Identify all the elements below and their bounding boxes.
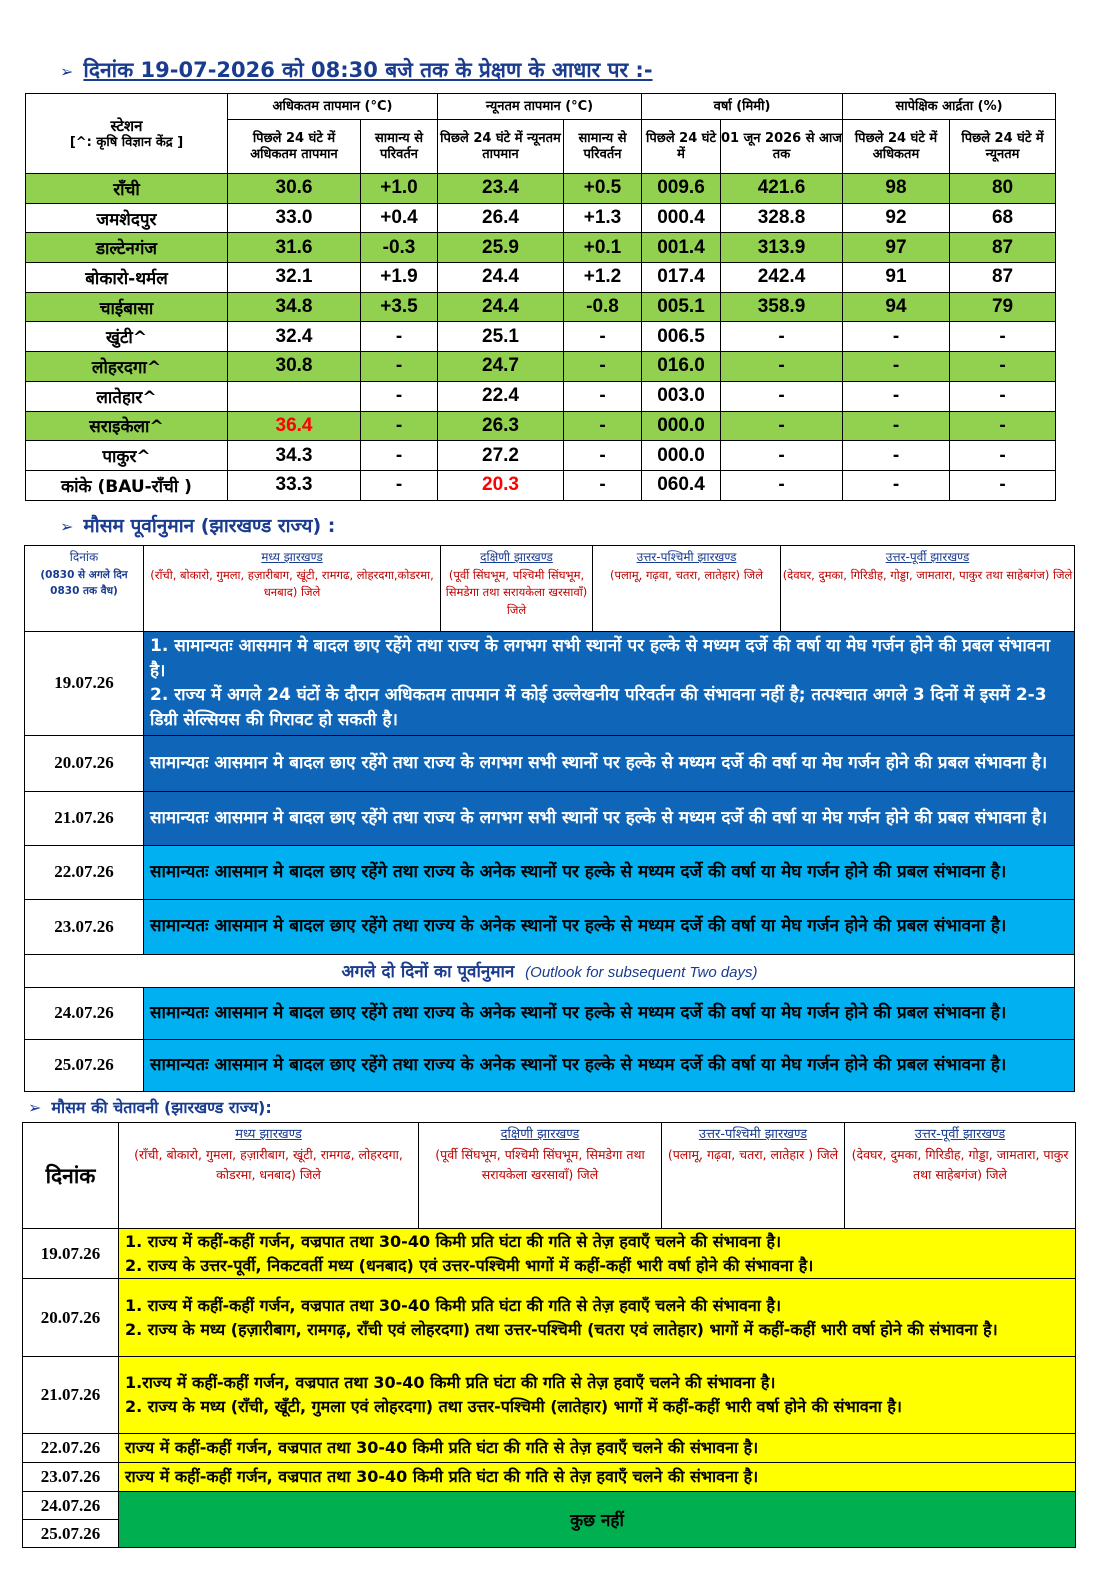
warning-date: 24.07.26 [23, 1492, 119, 1520]
rh-max-header: पिछले 24 घंटे में अधिकतम [843, 120, 950, 174]
region-districts: (देवघर, दुमका, गिरिडीह, गोड्डा, जामतारा, पाकुर तथा साहेबगंज) जिले [851, 1147, 1069, 1182]
warning-row [23, 1463, 1076, 1492]
station-name: राँची [26, 174, 228, 204]
region-districts: (राँची, बोकारो, गुमला, हज़ारीबाग, खूंटी, रामगढ, लोहरदगा, कोडरमा, धनबाद) जिले [134, 1147, 403, 1182]
region-districts: (देवघर, दुमका, गिरिडीह, गोड्डा, जामतारा, पाकुर तथा साहेबगंज) जिले [782, 567, 1073, 582]
outlook-text: सामान्यतः आसमान मे बादल छाए रहेंगे तथा राज्य के अनेक स्थानों पर हल्के से मध्यम दर्जे की वर्षा या मेघ गर्जन होने की प्रबल संभावना है। [144, 987, 1075, 1039]
warning-line: 2. राज्य के मध्य (हज़ारीबाग, रामगढ़, राँची एवं लोहरदगा) तथा उत्तर-पश्चिमी (चतरा एवं लातेहार) भागों में कहीं-कहीं भारी वर्षा होने की संभावना है। [125, 1319, 998, 1339]
max-departure-value: - [361, 441, 438, 471]
rain-season-header: 01 जून 2026 से आज तक [721, 120, 843, 174]
region-name: दक्षिणी झारखण्ड [500, 1127, 580, 1142]
warning-region-south [419, 1123, 662, 1229]
forecast-date: 23.07.26 [25, 899, 144, 954]
rh-max-value: - [843, 352, 950, 382]
region-districts: (राँची, बोकारो, गुमला, हज़ारीबाग, खूंटी, रामगढ, लोहरदगा,कोडरमा, धनबाद) जिले [150, 567, 434, 600]
rh-min-value: 80 [950, 174, 1056, 204]
region-name: उत्तर-पश्चिमी झारखण्ड [636, 550, 737, 564]
forecast-date-header [25, 546, 144, 632]
forecast-date: 21.07.26 [25, 791, 144, 845]
rh-min-value: - [950, 411, 1056, 441]
warning-date: 19.07.26 [23, 1229, 119, 1279]
max-departure-value: - [361, 470, 438, 500]
station-name: लोहरदगा^ [26, 352, 228, 382]
table-row [26, 292, 1056, 322]
station-name: पाकुर^ [26, 441, 228, 471]
rh-max-value: 98 [843, 174, 950, 204]
rain-season-value: - [721, 381, 843, 411]
region-name: मध्य झारखण्ड [261, 550, 323, 564]
arrow-right-icon: ➢ [28, 1098, 42, 1117]
max-departure-header: सामान्य से परिवर्तन [361, 120, 438, 174]
outlook-date: 25.07.26 [25, 1039, 144, 1091]
table-row [26, 441, 1056, 471]
forecast-text: सामान्यतः आसमान मे बादल छाए रहेंगे तथा राज्य के अनेक स्थानों पर हल्के से मध्यम दर्जे की वर्षा या मेघ गर्जन होने की प्रबल संभावना है। [144, 899, 1075, 954]
rain-24h-value: 000.0 [642, 441, 721, 471]
warning-date: 23.07.26 [23, 1463, 119, 1492]
outlook-title-english: (Outlook for subsequent Two days) [525, 964, 758, 982]
region-header-northwest [593, 546, 781, 632]
max-departure-value: - [361, 322, 438, 352]
table-row [26, 352, 1056, 382]
forecast-heading [60, 512, 335, 538]
outlook-title-row [25, 954, 1075, 987]
min-24h-header: पिछले 24 घंटे में न्यूनतम तापमान [438, 120, 564, 174]
min-temp-value: 25.1 [438, 322, 564, 352]
warning-text [119, 1357, 1076, 1434]
min-departure-header: सामान्य से परिवर्तन [564, 120, 642, 174]
arrow-right-icon: ➢ [60, 517, 74, 536]
min-departure-value: - [564, 470, 642, 500]
rh-min-value: - [950, 352, 1056, 382]
observation-heading-text: दिनांक 19-07-2026 को 08:30 बजे तक के प्रेक्षण के आधार पर :- [83, 58, 653, 82]
min-departure-value: - [564, 441, 642, 471]
max-temp-value: 32.4 [228, 322, 361, 352]
min-temp-value: 24.4 [438, 292, 564, 322]
forecast-date: 19.07.26 [25, 632, 144, 736]
rain-24h-header: पिछले 24 घंटे में [642, 120, 721, 174]
rh-min-value: 79 [950, 292, 1056, 322]
rain-24h-value: 000.4 [642, 203, 721, 233]
outlook-row [25, 987, 1075, 1039]
min-departure-value: - [564, 381, 642, 411]
date-validity-note: (0830 से अगले दिन 0830 तक वैध) [40, 568, 128, 597]
max-departure-value: - [361, 381, 438, 411]
station-header: स्टेशन [110, 116, 143, 135]
forecast-row [25, 899, 1075, 954]
rh-min-value: - [950, 322, 1056, 352]
station-name: सराइकेला^ [26, 411, 228, 441]
rh-max-value: - [843, 381, 950, 411]
min-departure-value: +0.5 [564, 174, 642, 204]
max-temp-value: 33.0 [228, 203, 361, 233]
station-note: [^: कृषि विज्ञान केंद्र ] [69, 134, 184, 150]
max-departure-value: -0.3 [361, 233, 438, 263]
warning-line: 1. राज्य में कहीं-कहीं गर्जन, वज्रपात तथा 30-40 किमी प्रति घंटा की गति से तेज़ हवाएँ चलने की संभावना है। [125, 1295, 782, 1315]
station-header-cell [26, 94, 228, 174]
region-header-central [144, 546, 441, 632]
warning-row [23, 1492, 1076, 1520]
warning-heading [28, 1096, 272, 1118]
rain-season-value: - [721, 322, 843, 352]
max-departure-value: - [361, 352, 438, 382]
table-row [26, 174, 1056, 204]
region-header-south [441, 546, 593, 632]
station-name: लातेहार^ [26, 381, 228, 411]
rh-min-value: 87 [950, 233, 1056, 263]
max-departure-value: - [361, 411, 438, 441]
arrow-right-icon: ➢ [60, 62, 74, 81]
min-departure-value: -0.8 [564, 292, 642, 322]
table-row [26, 233, 1056, 263]
max-temp-value: 30.8 [228, 352, 361, 382]
rain-season-value: - [721, 411, 843, 441]
max-temp-value: 30.6 [228, 174, 361, 204]
rain-season-value: - [721, 470, 843, 500]
warning-text [119, 1229, 1076, 1279]
table-row [26, 203, 1056, 233]
warning-line: 2. राज्य के मध्य (राँची, खूँटी, गुमला एवं लोहरदगा) तथा उत्तर-पश्चिमी (लातेहार) भागों में कहीं-कहीं भारी वर्षा होने की संभावना है। [125, 1397, 902, 1416]
table-row [26, 411, 1056, 441]
forecast-heading-text: मौसम पूर्वानुमान (झारखण्ड राज्य) : [83, 515, 336, 537]
rain-season-value: 421.6 [721, 174, 843, 204]
rh-min-value: - [950, 441, 1056, 471]
rain-24h-value: 006.5 [642, 322, 721, 352]
forecast-text: सामान्यतः आसमान मे बादल छाए रहेंगे तथा राज्य के अनेक स्थानों पर हल्के से मध्यम दर्जे की वर्षा या मेघ गर्जन होने की प्रबल संभावना है। [144, 845, 1075, 899]
station-name: बोकारो-थर्मल [26, 263, 228, 293]
warning-row [23, 1279, 1076, 1357]
forecast-row [25, 632, 1075, 736]
forecast-text: सामान्यतः आसमान मे बादल छाए रहेंगे तथा राज्य के लगभग सभी स्थानों पर हल्के से मध्यम दर्जे की वर्षा या मेघ गर्जन होने की प्रबल संभावना है। [144, 735, 1075, 791]
warning-date: 25.07.26 [23, 1520, 119, 1548]
rain-season-value: - [721, 352, 843, 382]
max-temp-value [228, 381, 361, 411]
min-temp-value: 26.3 [438, 411, 564, 441]
rain-season-value: 242.4 [721, 263, 843, 293]
warning-region-northwest [662, 1123, 845, 1229]
table-row [26, 263, 1056, 293]
rain-24h-value: 000.0 [642, 411, 721, 441]
region-name: उत्तर-पूर्वी झारखण्ड [914, 1127, 1006, 1142]
region-districts: (पलामू, गढ़वा, चतरा, लातेहार) जिले [609, 567, 764, 582]
region-name: दक्षिणी झारखण्ड [480, 550, 553, 564]
max-temp-value-highlight: 36.4 [228, 411, 361, 441]
rh-min-header: पिछले 24 घंटे में न्यूनतम [950, 120, 1056, 174]
rain-24h-value: 003.0 [642, 381, 721, 411]
min-departure-value: +0.1 [564, 233, 642, 263]
outlook-text: सामान्यतः आसमान मे बादल छाए रहेंगे तथा राज्य के अनेक स्थानों पर हल्के से मध्यम दर्जे की वर्षा या मेघ गर्जन होने की प्रबल संभावना है। [144, 1039, 1075, 1091]
forecast-row [25, 735, 1075, 791]
forecast-row [25, 791, 1075, 845]
max-departure-value: +0.4 [361, 203, 438, 233]
rain-season-value: - [721, 441, 843, 471]
date-header-label: दिनांक [69, 550, 99, 564]
warning-date: 22.07.26 [23, 1434, 119, 1463]
region-districts: (पूर्वी सिंघभूम, पश्चिमी सिंघभूम, सिमडेगा तथा सरायकेला खरसावाँ) जिले [445, 567, 588, 618]
rain-24h-value: 005.1 [642, 292, 721, 322]
rh-max-value: - [843, 411, 950, 441]
min-departure-value: +1.3 [564, 203, 642, 233]
rh-min-value: 68 [950, 203, 1056, 233]
rh-max-value: - [843, 441, 950, 471]
warning-row [23, 1357, 1076, 1434]
region-header-northeast [781, 546, 1075, 632]
outlook-title [25, 954, 1075, 987]
rain-season-value: 313.9 [721, 233, 843, 263]
rh-max-value: 94 [843, 292, 950, 322]
warning-text [119, 1279, 1076, 1357]
warning-region-northeast [845, 1123, 1076, 1229]
warning-heading-text: मौसम की चेतावनी (झारखण्ड राज्य): [51, 1098, 272, 1117]
warning-table [22, 1122, 1076, 1548]
min-temp-value: 26.4 [438, 203, 564, 233]
observation-table [25, 93, 1056, 501]
warning-date: 21.07.26 [23, 1357, 119, 1434]
forecast-date: 20.07.26 [25, 735, 144, 791]
warning-row [23, 1229, 1076, 1279]
max-temp-value: 33.3 [228, 470, 361, 500]
max-departure-value: +1.9 [361, 263, 438, 293]
table-row [26, 470, 1056, 500]
rain-24h-value: 060.4 [642, 470, 721, 500]
outlook-row [25, 1039, 1075, 1091]
station-name: चाईबासा [26, 292, 228, 322]
region-name: मध्य झारखण्ड [235, 1127, 302, 1142]
rh-min-value: - [950, 381, 1056, 411]
min-departure-value: +1.2 [564, 263, 642, 293]
warning-line: 1.राज्य में कहीं-कहीं गर्जन, वज्रपात तथा 30-40 किमी प्रति घंटा की गति से तेज़ हवाएँ चलने की संभावना है। [125, 1373, 776, 1392]
rain-season-value: 358.9 [721, 292, 843, 322]
warning-region-central [119, 1123, 419, 1229]
rain-season-value: 328.8 [721, 203, 843, 233]
warning-line: 2. राज्य के उत्तर-पूर्वी, निकटवर्ती मध्य (धनबाद) एवं उत्तर-पश्चिमी भागों में कहीं-कहीं भारी वर्षा होने की संभावना है। [125, 1255, 814, 1275]
table-row [26, 322, 1056, 352]
humidity-group-header: सापेक्षिक आर्द्रता (%) [843, 94, 1056, 120]
min-temp-value: 24.7 [438, 352, 564, 382]
table-row [26, 381, 1056, 411]
station-name: डाल्टेनगंज [26, 233, 228, 263]
min-temp-value: 25.9 [438, 233, 564, 263]
max-temp-value: 34.3 [228, 441, 361, 471]
forecast-text [144, 632, 1075, 736]
max-temp-value: 32.1 [228, 263, 361, 293]
min-temp-value: 22.4 [438, 381, 564, 411]
min-temp-value: 23.4 [438, 174, 564, 204]
rh-max-value: - [843, 470, 950, 500]
max-temp-value: 31.6 [228, 233, 361, 263]
station-name: कांके (BAU-राँची ) [26, 470, 228, 500]
observation-heading [60, 56, 653, 84]
outlook-date: 24.07.26 [25, 987, 144, 1039]
outlook-title-hindi: अगले दो दिनों का पूर्वानुमान [341, 962, 515, 983]
no-warning-text: कुछ नहीं [119, 1492, 1076, 1548]
min-departure-value: - [564, 352, 642, 382]
station-name: जमशेदपुर [26, 203, 228, 233]
rain-24h-value: 001.4 [642, 233, 721, 263]
min-temp-value: 24.4 [438, 263, 564, 293]
region-districts: (पूर्वी सिंघभूम, पश्चिमी सिंघभूम, सिमडेगा तथा सरायकेला खरसावाँ) जिले [435, 1147, 645, 1182]
min-temp-group-header: न्यूनतम तापमान (°C) [438, 94, 642, 120]
warning-line: 1. राज्य में कहीं-कहीं गर्जन, वज्रपात तथा 30-40 किमी प्रति घंटा की गति से तेज़ हवाएँ चलने की संभावना है। [125, 1231, 782, 1251]
warning-text: राज्य में कहीं-कहीं गर्जन, वज्रपात तथा 30-40 किमी प्रति घंटा की गति से तेज़ हवाएँ चलने की संभावना है। [119, 1434, 1076, 1463]
forecast-date: 22.07.26 [25, 845, 144, 899]
min-departure-value: - [564, 322, 642, 352]
rain-24h-value: 009.6 [642, 174, 721, 204]
max-24h-header: पिछले 24 घंटे में अधिकतम तापमान [228, 120, 361, 174]
rh-max-value: - [843, 322, 950, 352]
forecast-row [25, 845, 1075, 899]
rh-max-value: 92 [843, 203, 950, 233]
station-name: खुंटी^ [26, 322, 228, 352]
rh-max-value: 91 [843, 263, 950, 293]
max-temp-value: 34.8 [228, 292, 361, 322]
min-temp-value: 27.2 [438, 441, 564, 471]
region-name: उत्तर-पश्चिमी झारखण्ड [698, 1127, 808, 1142]
rh-min-value: 87 [950, 263, 1056, 293]
warning-date-header: दिनांक [23, 1123, 119, 1229]
forecast-line: 2. राज्य में अगले 24 घंटों के दौरान अधिकतम तापमान में कोई उल्लेखनीय परिवर्तन की संभावना नहीं है; तत्पश्चात अगले 3 दिनों में इसमें 2-3 डिग्री सेल्सियस की गिरावट हो सकती है। [150, 685, 1047, 730]
rh-max-value: 97 [843, 233, 950, 263]
warning-row [23, 1434, 1076, 1463]
min-departure-value: - [564, 411, 642, 441]
max-departure-value: +1.0 [361, 174, 438, 204]
warning-date: 20.07.26 [23, 1279, 119, 1357]
forecast-text: सामान्यतः आसमान मे बादल छाए रहेंगे तथा राज्य के लगभग सभी स्थानों पर हल्के से मध्यम दर्जे की वर्षा या मेघ गर्जन होने की प्रबल संभावना है। [144, 791, 1075, 845]
region-name: उत्तर-पूर्वी झारखण्ड [885, 550, 970, 564]
forecast-table [24, 545, 1075, 1092]
rain-24h-value: 017.4 [642, 263, 721, 293]
forecast-line: 1. सामान्यतः आसमान मे बादल छाए रहेंगे तथा राज्य के लगभग सभी स्थानों पर हल्के से मध्यम दर्जे की वर्षा या मेघ गर्जन होने की प्रबल संभावना है। [150, 636, 1051, 681]
rh-min-value: - [950, 470, 1056, 500]
max-temp-group-header: अधिकतम तापमान (°C) [228, 94, 438, 120]
rain-24h-value: 016.0 [642, 352, 721, 382]
warning-text: राज्य में कहीं-कहीं गर्जन, वज्रपात तथा 30-40 किमी प्रति घंटा की गति से तेज़ हवाएँ चलने की संभावना है। [119, 1463, 1076, 1492]
rain-group-header: वर्षा (मिमी) [642, 94, 843, 120]
min-temp-value-highlight: 20.3 [438, 470, 564, 500]
max-departure-value: +3.5 [361, 292, 438, 322]
region-districts: (पलामू, गढ़वा, चतरा, लातेहार ) जिले [667, 1147, 839, 1163]
